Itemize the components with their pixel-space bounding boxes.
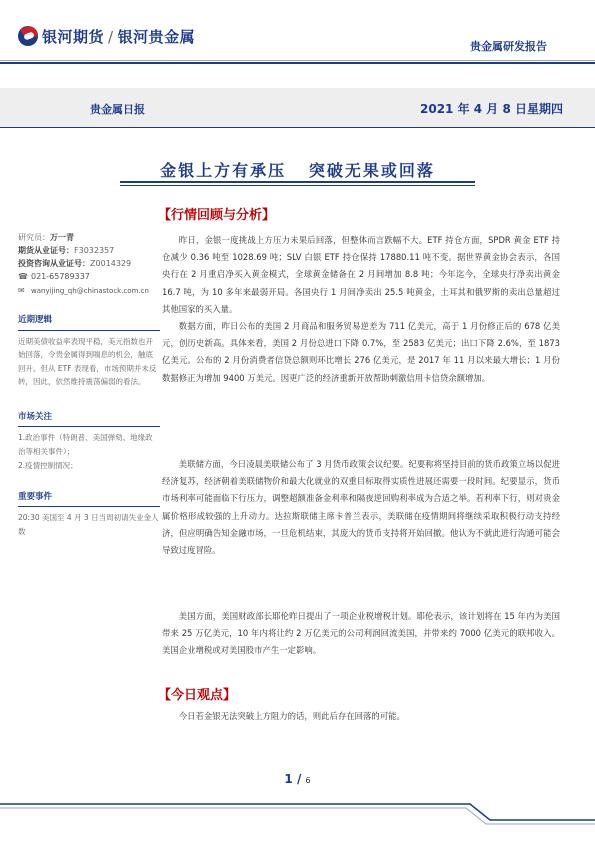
- focus-heading: 市场关注: [18, 411, 160, 428]
- galaxy-logo-icon: [18, 26, 38, 46]
- report-type: 贵金属研发报告: [470, 40, 547, 53]
- paragraph-5: [162, 708, 560, 725]
- analyst-name: 万一青: [50, 233, 74, 242]
- report-date: 2021 年 4 月 8 日星期四: [420, 102, 563, 116]
- paragraph-2-text: 数据方面，昨日公布的美国 2 月商品和服务贸易逆差为 711 亿美元，高于 1 月份修正后的 678 亿美元，创历史新高。具体来看，美国 2 月份总进口下降 0.7%，至 2583 亿美元；出口下降 2.6%，至 1873 亿美元。公布的 2 月份消费者信贷总额则环比增长 276 亿美元，是 2017 年 11 月以来最大增长；1 月份数据修正为增加 9400 万美元。因更广泛的经济重新开放帮助刺激信用卡信贷余额增加。: [162, 321, 560, 383]
- paragraph-4-text: 美国方面，美国财政部长耶伦昨日提出了一项企业税增税计划。耶伦表示，该计划将在 15 年内为美国带来 25 万亿美元，10 年内将让约 2 万亿美元的公司利润回流美国，并带来约 7000 亿美元的联邦收入。美国企业增税或对美国股市产生一定影响。: [162, 611, 560, 656]
- footer-line-bottom: [0, 808, 595, 824]
- phone-icon: ☎: [18, 272, 28, 282]
- phone-number: 021-65789337: [31, 272, 90, 282]
- logic-heading: 近期逻辑: [18, 314, 160, 331]
- title-underline-thin: [120, 185, 475, 186]
- paragraph-2: [162, 318, 560, 387]
- report-name: 贵金属日报: [90, 103, 145, 116]
- section-head-review: 【行情回顾与分析】: [158, 208, 276, 223]
- focus-list: [18, 431, 160, 473]
- license2-row: [18, 258, 160, 271]
- focus-item: 2.疫情控制情况；: [18, 461, 78, 471]
- license1-value: F3032357: [74, 245, 115, 255]
- analyst-row: [18, 232, 160, 245]
- title-underline-thick: [120, 181, 475, 183]
- header-divider-thin: [0, 60, 595, 61]
- page-separator: /: [296, 772, 302, 786]
- report-subbar: [0, 88, 595, 128]
- page-current: 1: [284, 772, 293, 786]
- paragraph-1-text: 昨日，金银一度挑战上方压力未果后回落，但整体而言跌幅不大。ETF 持仓方面，SPDR 黄金 ETF 持仓减少 0.36 吨至 1028.69 吨；SLV 白银 ETF 持仓保持 17880.11 吨不变。据世界黄金协会表示，各国央行在 2 月重启净买入黄金模式，全球黄金储备在 2 月间增加 8.8 吨；今年迄今，全球央行净卖出黄金 16.7 吨，为 10 多年来最弱开局。各国央行 1 月间净卖出 25.5 吨黄金，土耳其和俄罗斯的卖出总量超过其他国家的买入量。: [162, 235, 560, 314]
- footer-line-top: [0, 804, 595, 820]
- paragraph-5-text: 今日若金银无法突破上方阻力的话，则此后存在回落的可能。: [178, 711, 405, 721]
- subbar-divider: [0, 127, 595, 128]
- events-text: 20:30 美国至 4 月 3 日当周初请失业金人数: [18, 513, 159, 536]
- page-number: [0, 772, 595, 786]
- paragraph-3-text: 美联储方面，今日凌晨美联储公布了 3 月货币政策会议纪要。纪要称将坚持目前的货币政策立场以促进经济复苏，经济朝着美联储物价和最大化就业的双重目标取得实质性进展还需要一段时间。纪要显示，货币市场利率可能面临下行压力，调整超额准备金利率和隔夜逆回购利率成为合适之举。若利率下行，则对贵金属价格形成较强的上升动力。达拉斯联储主席卡普兰表示，美联储在疫情期间将继续采取积极行动支持经济，但应明确告知金融市场，一旦危机结束，其庞大的货币支持将开始回撤。他认为不就此进行沟通可能会导致过度冒险。: [162, 459, 560, 556]
- paragraph-4: [162, 608, 560, 660]
- section-head-opinion: 【今日观点】: [158, 688, 237, 703]
- analyst-label: 研究员：: [18, 233, 50, 242]
- paragraph-3: [162, 456, 560, 559]
- logic-text: 近期美债收益率表现平稳，美元指数也开始回落，令贵金属得到喘息的机会，触底回升。但从 ETF 表现看，市场预期并未反转，因此，依然维持震荡偏弱的看法。: [18, 336, 157, 387]
- license2-label: 投资咨询从业证号：: [18, 258, 90, 268]
- events-heading: 重要事件: [18, 491, 160, 508]
- email-address[interactable]: wanyijing_qh@chinastock.com.cn: [31, 286, 149, 295]
- license2-value: Z0014329: [90, 258, 132, 268]
- page-total: 6: [305, 776, 311, 785]
- paragraph-1: [162, 232, 560, 318]
- sidebar: [18, 232, 160, 538]
- brand-name: [42, 26, 195, 47]
- brand-main: 银河期货: [42, 28, 105, 46]
- footer-decoration: [0, 798, 595, 828]
- email-row: [18, 285, 160, 298]
- phone-row: [18, 271, 160, 284]
- focus-item: 1.政治事件（特朗普、美国弹劾、地缘政治等相关事件）；: [18, 433, 153, 456]
- brand-slash: /: [108, 28, 114, 46]
- license1-row: [18, 245, 160, 258]
- page-header: [0, 0, 595, 80]
- report-title: 金银上方有承压 突破无果或回落: [160, 161, 435, 180]
- brand-sub: 银河贵金属: [117, 28, 196, 46]
- header-divider-thick: [0, 62, 595, 64]
- mail-icon: ✉: [18, 286, 25, 296]
- license1-label: 期货从业证号：: [18, 245, 74, 255]
